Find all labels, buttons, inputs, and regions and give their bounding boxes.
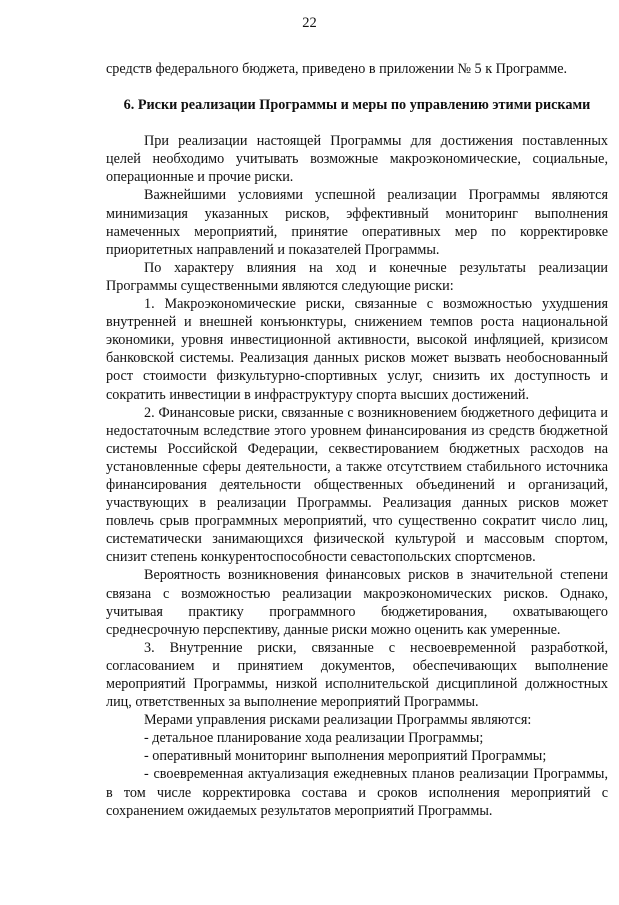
measure-item: - оперативный мониторинг выполнения мероприятий Программы; <box>144 748 547 765</box>
paragraph-financial-risks: 2. Финансовые риски, связанные с возникновением бюджетного дефицита и недостаточным вследствие этого уровнем финансирования из средств бюджетной системы Российской Федерации, секвестированием бюджетных расходов на установленные сферы деятельности, а также отсутствием стабильного источника финансирования деятельности общественных объединений и организаций, участвующих в реализации Программы. Реализация данных рисков может повлечь срыв программных мероприятий, что существенно сократит число лиц, систематически занимающихся физической культурой и массовым спортом, снизит степень конкурентоспособности севастопольских спортсменов. <box>106 404 608 566</box>
measure-item: - детальное планирование хода реализации Программы; <box>144 730 484 747</box>
paragraph-intro: При реализации настоящей Программы для достижения поставленных целей необходимо учитывать возможные макроэкономические, социальные, операционные и прочие риски. <box>106 133 608 186</box>
continuation-line: средств федерального бюджета, приведено в приложении № 5 к Программе. <box>106 61 568 77</box>
paragraph-risk-types: По характеру влияния на ход и конечные результаты реализации Программы существенными являются следующие риски: <box>106 259 608 294</box>
document-body <box>106 60 608 820</box>
paragraph-probability: Вероятность возникновения финансовых рисков в значительной степени связана с возможностью реализации макроэкономических рисков. Однако, учитывая практику программного бюджетирования, охватывающего среднесрочную перспективу, данные риски можно оценить как умеренные. <box>106 567 608 638</box>
paragraph-macro-risks: 1. Макроэкономические риски, связанные с возможностью ухудшения внутренней и внешней конъюнктуры, снижением темпов роста национальной экономики, уровня инвестиционной активности, высокой инфляцией, кризисом банковской системы. Реализация данных рисков может вызвать необоснованный рост стоимости физкультурно-спортивных услуг, снизить их доступность и сократить инвестиции в инфраструктуру спорта высших достижений. <box>106 296 608 403</box>
page-number: 22 <box>302 15 317 31</box>
paragraph-measures-intro: Мерами управления рисками реализации Программы являются: <box>144 712 532 729</box>
section-heading: 6. Риски реализации Программы и меры по управлению этими рисками <box>123 97 591 114</box>
paragraph-internal-risks: 3. Внутренние риски, связанные с несвоевременной разработкой, согласованием и принятием документов, обеспечивающих выполнение мероприятий Программы, низкой исполнительской дисциплиной должностных лиц, ответственных за выполнение мероприятий Программы. <box>106 639 608 711</box>
paragraph-conditions: Важнейшими условиями успешной реализации Программы являются минимизация указанных рисков, эффективный мониторинг выполнения намеченных мероприятий, принятие оперативных мер по корректировке приоритетных направлений и показателей Программы. <box>106 187 608 258</box>
measure-item: - своевременная актуализация ежедневных планов реализации Программы, в том числе корректировка состава и сроков исполнения мероприятий с сохранением ожидаемых результатов мероприятий Программы. <box>106 766 608 819</box>
